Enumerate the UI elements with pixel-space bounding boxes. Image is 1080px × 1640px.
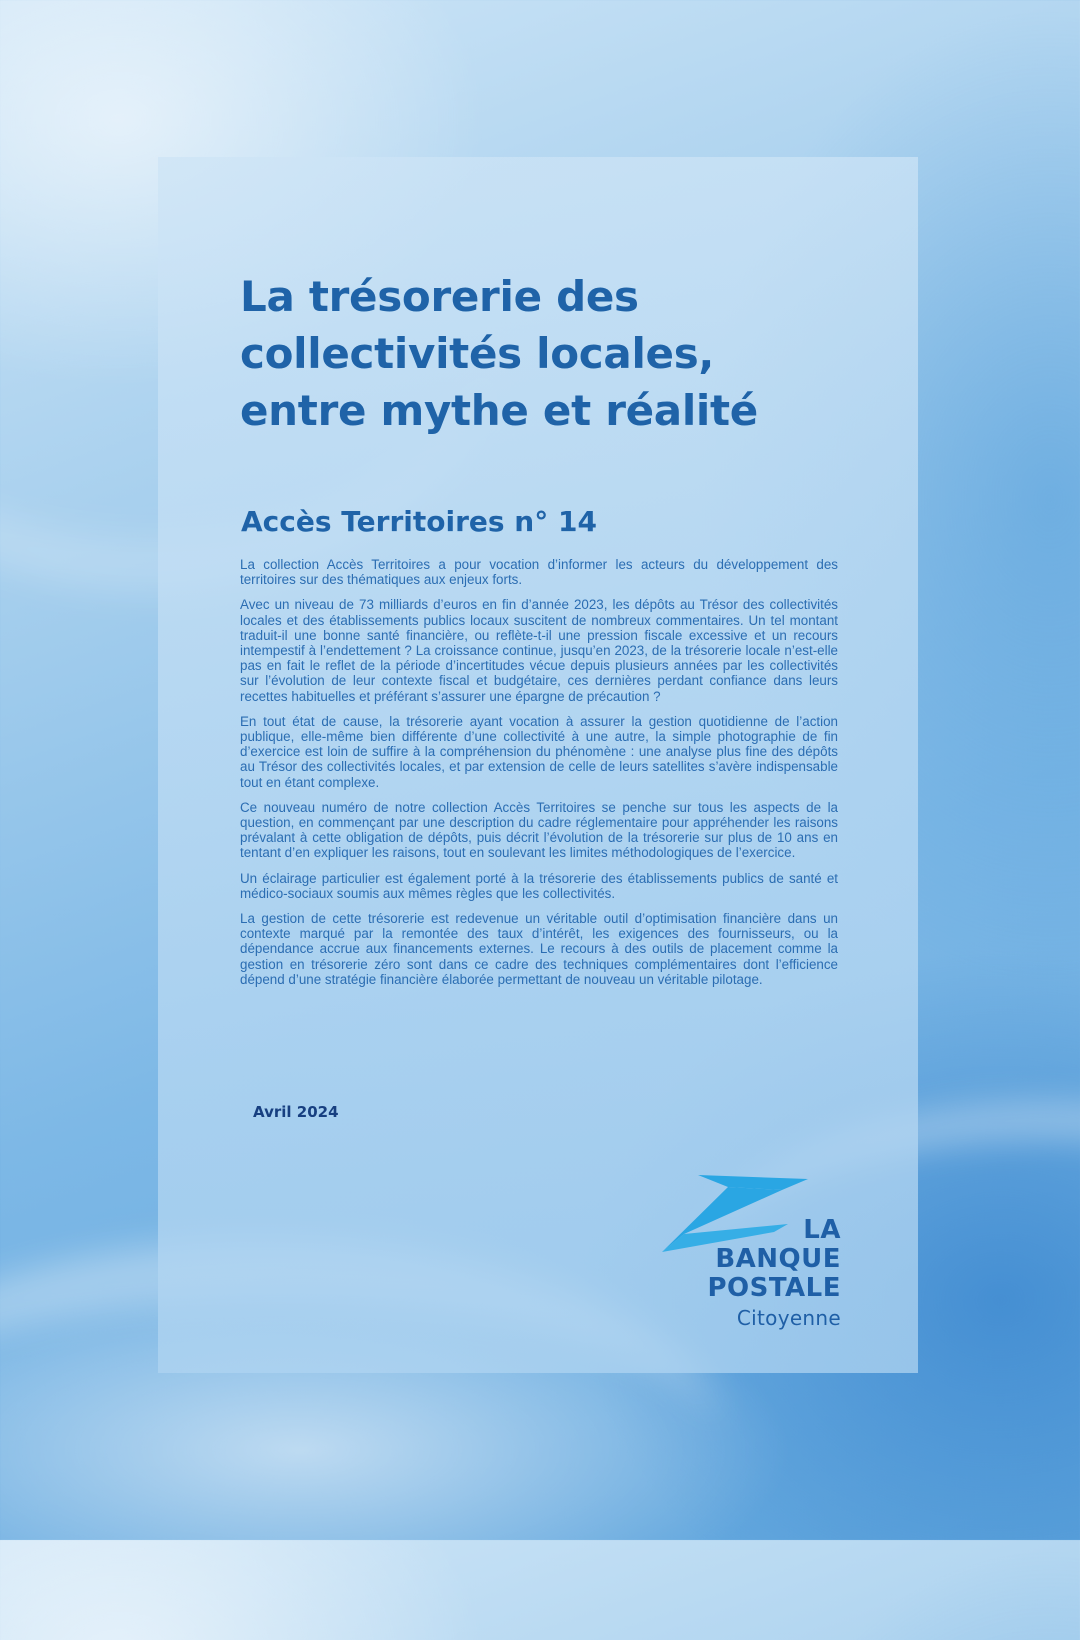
document-body	[240, 557, 838, 997]
body-paragraph: La gestion de cette trésorerie est redevenue un véritable outil d’optimisation financière dans un contexte marqué par la remontée des taux d’intérêt, les exigences des fournisseurs, ou la dépendance accrue aux financements externes. Le recours à des outils de placement comme la gestion en trésorerie zéro sont dans ce cadre des techniques complémentaires dont l’efficience dépend d’une stratégie financière élaborée permettant de nouveau un véritable pilotage.	[240, 911, 838, 987]
document-title	[240, 268, 860, 439]
publication-date: Avril 2024	[253, 1103, 339, 1121]
logo-line: POSTALE	[707, 1273, 841, 1303]
la-banque-postale-logo	[656, 1172, 856, 1337]
title-line: collectivités locales,	[240, 329, 715, 378]
body-paragraph: Un éclairage particulier est également porté à la trésorerie des établissements publics de santé et médico-sociaux soumis aux mêmes règles que les collectivités.	[240, 870, 838, 901]
collection-subtitle: Accès Territoires n° 14	[241, 505, 597, 538]
body-paragraph: Avec un niveau de 73 milliards d’euros en fin d’année 2023, les dépôts au Trésor des collectivités locales et des établissements publics locaux suscitent de nombreux commentaires. Un tel montant traduit-il une bonne santé financière, ou reflète-t-il une pression fiscale excessive et un recours intempestif à l’endettement ? La croissance continue, jusqu’en 2023, de la trésorerie locale n’est-elle pas en fait le reflet de la période d’incertitudes vécue depuis plusieurs années par les collectivités sur l’évolution de leur contexte fiscal et budgétaire, ces dernières perdant confiance dans leurs recettes habituelles et préférant s’assurer une épargne de précaution ?	[240, 597, 838, 704]
body-paragraph: La collection Accès Territoires a pour vocation d’informer les acteurs du développement des territoires sur des thématiques aux enjeux forts.	[240, 557, 838, 588]
logo-line: BANQUE	[715, 1244, 841, 1274]
body-paragraph: Ce nouveau numéro de notre collection Accès Territoires se penche sur tous les aspects de la question, en commençant par une description du cadre réglementaire pour appréhender les raisons prévalant à cette obligation de dépôts, puis décrit l’évolution de la trésorerie sur plus de 10 ans en tentant d’en expliquer les raisons, tout en soulevant les limites méthodologiques de l’exercice.	[240, 799, 838, 861]
logo-wordmark	[707, 1216, 841, 1333]
body-paragraph: En tout état de cause, la trésorerie ayant vocation à assurer la gestion quotidienne de l’action publique, elle-même bien différente d’une collectivité à une autre, la simple photographie de fin d’exercice est loin de suffire à la compréhension du phénomène : une analyse plus fine des dépôts au Trésor des collectivités locales, et par extension de celle de leurs satellites s’avère indispensable tout en étant complexe.	[240, 713, 838, 790]
logo-line: LA	[803, 1215, 841, 1245]
title-line: entre mythe et réalité	[240, 386, 758, 435]
title-line: La trésorerie des	[240, 272, 639, 321]
logo-subline: Citoyenne	[736, 1306, 841, 1330]
